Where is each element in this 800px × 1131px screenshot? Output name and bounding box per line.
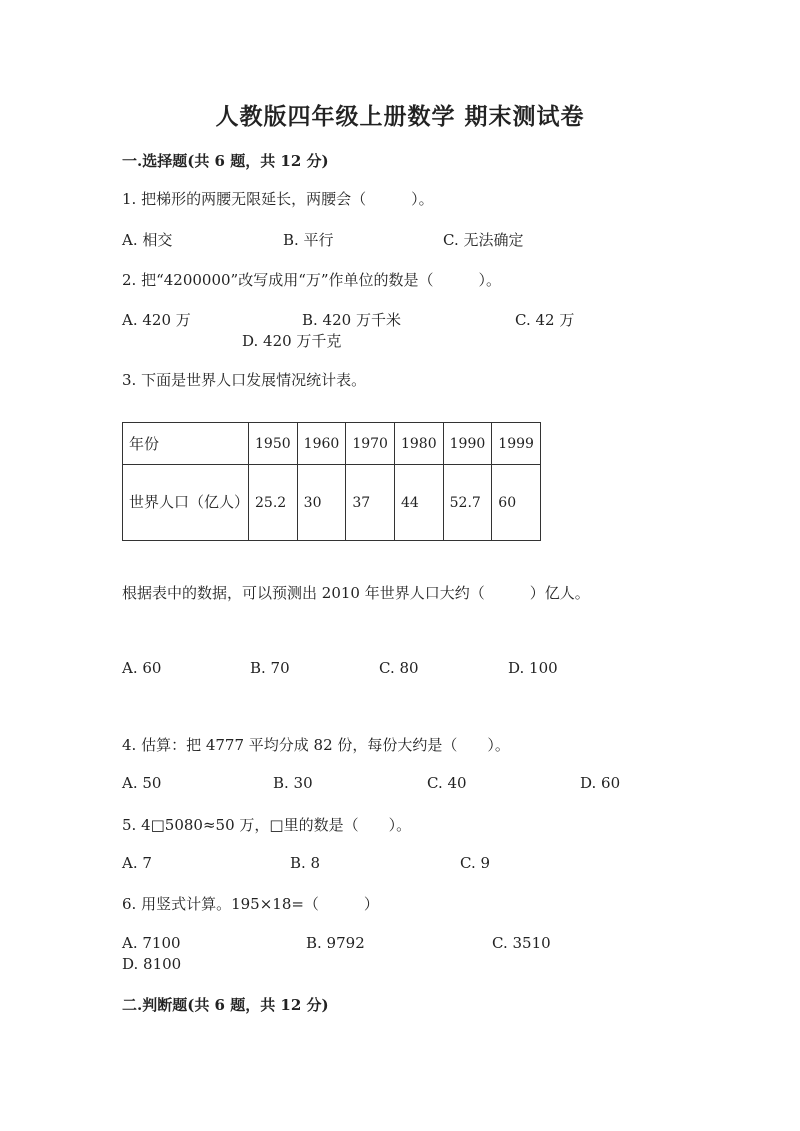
q3-option-d: D. 100	[508, 659, 558, 677]
table-cell-population: 25.2	[249, 465, 298, 541]
q5-option-c: C. 9	[460, 854, 491, 872]
table-cell-year: 1970	[346, 423, 395, 465]
question-3-followup: 根据表中的数据，可以预测出 2010 年世界人口大约（ ）亿人。	[122, 584, 590, 602]
q4-option-d: D. 60	[580, 774, 621, 792]
table-row	[123, 423, 541, 465]
q5-option-a: A. 7	[122, 854, 152, 872]
table-cell-population: 60	[492, 465, 541, 541]
table-row	[123, 465, 541, 541]
table-cell-year: 1990	[443, 423, 492, 465]
table-cell-population: 52.7	[443, 465, 492, 541]
q3-option-c: C. 80	[379, 659, 419, 677]
q2-option-b: B. 420 万千米	[302, 311, 401, 329]
question-5-text: 5. 4□5080≈50 万，□里的数是（ ）。	[122, 816, 412, 834]
table-header-population: 世界人口（亿人）	[123, 465, 249, 541]
table-cell-year: 1999	[492, 423, 541, 465]
table-cell-population: 30	[297, 465, 346, 541]
q1-option-a: A. 相交	[122, 231, 173, 249]
q6-option-d: D. 8100	[122, 955, 182, 973]
question-1-text: 1. 把梯形的两腰无限延长，两腰会（ ）。	[122, 190, 434, 208]
q1-option-b: B. 平行	[283, 231, 334, 249]
q3-option-b: B. 70	[250, 659, 290, 677]
population-table	[122, 422, 541, 541]
table-cell-population: 37	[346, 465, 395, 541]
table-cell-year: 1980	[394, 423, 443, 465]
q4-option-b: B. 30	[273, 774, 313, 792]
q6-option-c: C. 3510	[492, 934, 551, 952]
table-cell-population: 44	[394, 465, 443, 541]
table-cell-year: 1950	[249, 423, 298, 465]
q3-option-a: A. 60	[122, 659, 162, 677]
q4-option-c: C. 40	[427, 774, 467, 792]
q1-option-c: C. 无法确定	[443, 231, 524, 249]
q5-option-b: B. 8	[290, 854, 321, 872]
question-4-text: 4. 估算：把 4777 平均分成 82 份，每份大约是（ ）。	[122, 736, 510, 754]
q4-option-a: A. 50	[122, 774, 162, 792]
q2-option-d: D. 420 万千克	[242, 332, 342, 350]
page-title: 人教版四年级上册数学 期末测试卷	[215, 103, 585, 130]
q2-option-a: A. 420 万	[122, 311, 191, 329]
q2-option-c: C. 42 万	[515, 311, 575, 329]
table-cell-year: 1960	[297, 423, 346, 465]
q6-option-a: A. 7100	[122, 934, 181, 952]
table-header-year: 年份	[123, 423, 249, 465]
q6-option-b: B. 9792	[306, 934, 365, 952]
question-2-text: 2. 把“4200000”改写成用“万”作单位的数是（ ）。	[122, 271, 502, 289]
question-6-text: 6. 用竖式计算。195×18=（ ）	[122, 895, 379, 913]
section-heading-judgment: 二.判断题(共 6 题，共 12 分)	[122, 996, 329, 1014]
section-heading-choice: 一.选择题(共 6 题，共 12 分)	[122, 152, 329, 170]
question-3-text: 3. 下面是世界人口发展情况统计表。	[122, 371, 367, 389]
